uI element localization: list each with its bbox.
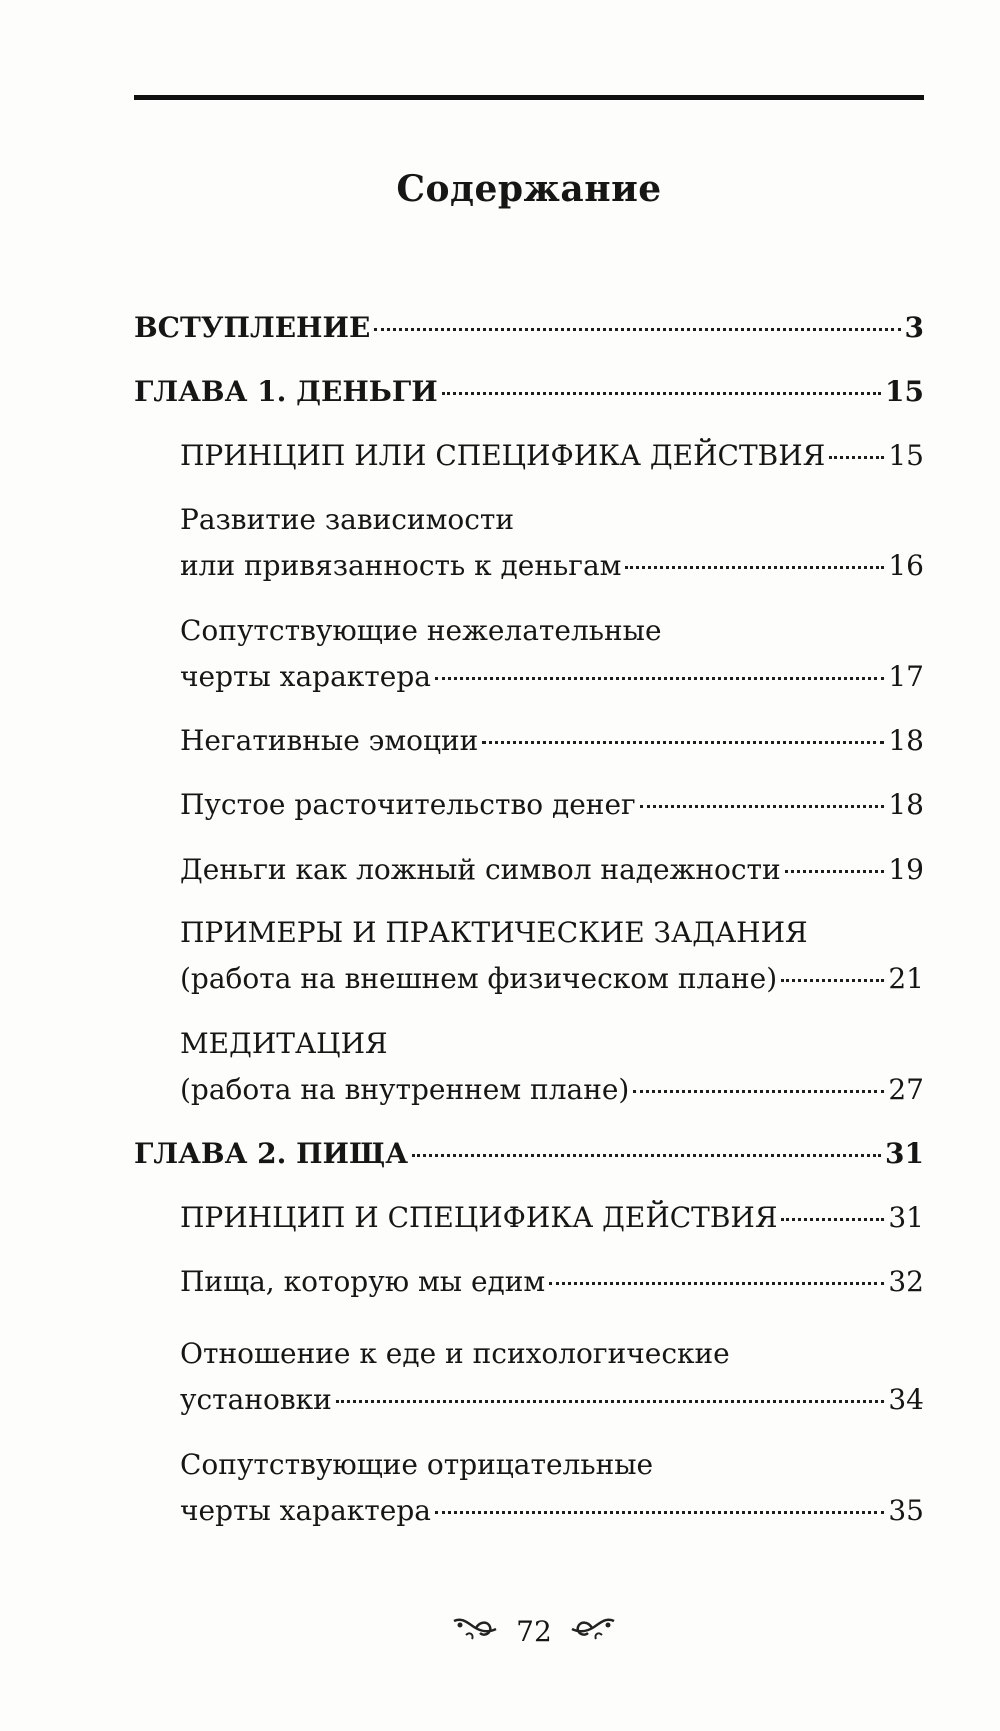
- dot-leader: [625, 566, 884, 569]
- toc-entry-page: 32: [888, 1265, 924, 1298]
- left-ornament-icon: [452, 1615, 500, 1648]
- toc-entry-page: 21: [888, 962, 924, 995]
- toc-entry-false-symbol[interactable]: [180, 847, 924, 893]
- dot-leader: [549, 1282, 884, 1285]
- toc-entry-first-line: ПРИМЕРЫ И ПРАКТИЧЕСКИЕ ЗАДАНИЯ: [180, 916, 808, 949]
- toc-entry-page: 31: [888, 1201, 924, 1234]
- page-title: Содержание: [396, 168, 662, 210]
- dot-leader: [829, 456, 884, 459]
- toc-entry-negative-traits[interactable]: [180, 1442, 924, 1534]
- toc-entry-principle-1[interactable]: [180, 433, 924, 479]
- toc-entry-first-line: Развитие зависимости: [180, 503, 515, 536]
- page-number: 72: [516, 1615, 552, 1648]
- dot-leader: [785, 870, 885, 873]
- toc-entry-first-line: МЕДИТАЦИЯ: [180, 1027, 388, 1060]
- toc-entry-food-we-eat[interactable]: [180, 1259, 924, 1305]
- dot-leader: [442, 392, 881, 395]
- toc-entry-title: Негативные эмоции: [180, 724, 479, 757]
- dot-leader: [412, 1154, 881, 1157]
- toc-entry-title: или привязанность к деньгам: [180, 549, 622, 582]
- toc-entry-undesirable-traits[interactable]: [180, 608, 924, 700]
- toc-entry-introduction[interactable]: [134, 305, 924, 351]
- toc-entry-first-line: Сопутствующие отрицательные: [180, 1448, 654, 1481]
- toc-entry-title: Деньги как ложный символ надежности: [180, 853, 781, 886]
- toc-entry-title: ВСТУПЛЕНИЕ: [134, 311, 371, 344]
- toc-entry-title: установки: [180, 1383, 332, 1416]
- page-footer: [0, 1615, 1000, 1648]
- dot-leader: [781, 1218, 884, 1221]
- toc-entry-first-line: Отношение к еде и психологические: [180, 1337, 730, 1370]
- toc-entry-chapter-2[interactable]: [134, 1131, 924, 1177]
- right-ornament-icon: [568, 1615, 616, 1648]
- toc-entry-title: Пища, которую мы едим: [180, 1265, 546, 1298]
- toc-entry-title: ПРИНЦИП И СПЕЦИФИКА ДЕЙСТВИЯ: [180, 1201, 778, 1234]
- toc-entry-title: ГЛАВА 1. ДЕНЬГИ: [134, 375, 438, 408]
- toc-entry-page: 34: [888, 1383, 924, 1416]
- toc-entry-title: Пустое расточительство денег: [180, 788, 636, 821]
- toc-entry-page: 19: [888, 853, 924, 886]
- toc-entry-page: 35: [888, 1494, 924, 1527]
- dot-leader: [482, 741, 884, 744]
- toc-entry-page: 31: [885, 1137, 924, 1170]
- toc-entry-page: 27: [888, 1073, 924, 1106]
- toc-entry-title: черты характера: [180, 1494, 431, 1527]
- toc-entry-principle-2[interactable]: [180, 1195, 924, 1241]
- toc-entry-title: черты характера: [180, 660, 431, 693]
- toc-entry-wastefulness[interactable]: [180, 782, 924, 828]
- toc-entry-page: 15: [888, 439, 924, 472]
- toc-entry-negative-emotions[interactable]: [180, 718, 924, 764]
- toc-entry-title: (работа на внешнем физическом плане): [180, 962, 778, 995]
- toc-entry-title: ПРИНЦИП ИЛИ СПЕЦИФИКА ДЕЙСТВИЯ: [180, 439, 826, 472]
- toc-entry-page: 17: [888, 660, 924, 693]
- toc-entry-page: 18: [888, 788, 924, 821]
- toc-entry-page: 16: [888, 549, 924, 582]
- dot-leader: [435, 677, 884, 680]
- dot-leader: [435, 1511, 884, 1514]
- dot-leader: [336, 1400, 885, 1403]
- toc-entry-title: (работа на внутреннем плане): [180, 1073, 630, 1106]
- dot-leader: [640, 805, 885, 808]
- toc-entry-first-line: Сопутствующие нежелательные: [180, 614, 662, 647]
- dot-leader: [633, 1090, 884, 1093]
- top-rule: [134, 95, 924, 100]
- toc-entry-attitude-to-food[interactable]: [180, 1331, 924, 1423]
- dot-leader: [374, 328, 900, 331]
- toc-entry-dependence[interactable]: [180, 497, 924, 589]
- dot-leader: [781, 979, 884, 982]
- toc-entry-meditation-1[interactable]: [180, 1021, 924, 1113]
- toc-entry-page: 18: [888, 724, 924, 757]
- toc-entry-examples-1[interactable]: [180, 910, 924, 1002]
- toc-entry-title: ГЛАВА 2. ПИЩА: [134, 1137, 408, 1170]
- toc-entry-chapter-1[interactable]: [134, 369, 924, 415]
- toc-entry-page: 15: [885, 375, 924, 408]
- toc-entry-page: 3: [904, 311, 924, 344]
